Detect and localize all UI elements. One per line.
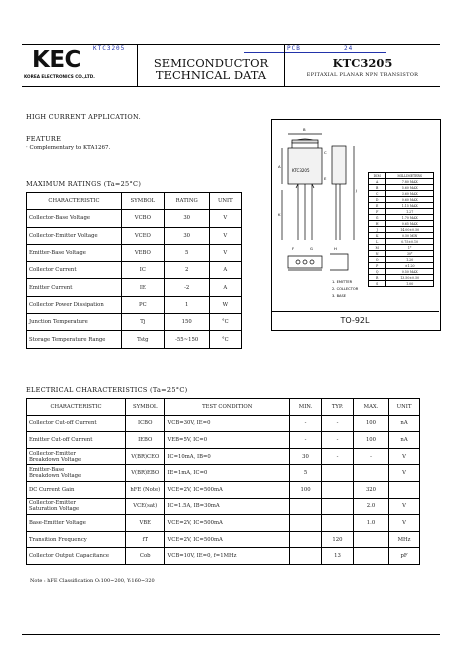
dimension-row [369,281,434,287]
cell-symbol: IE [121,279,164,296]
characteristic-line: Breakdown Voltage [29,456,82,463]
cell-min: 30 [290,448,322,465]
cell-symbol: Cob [126,548,165,565]
cell-max [353,465,388,482]
dim-letter: G [369,215,386,221]
application-heading: HIGH CURRENT APPLICATION. [26,113,141,121]
pin-2-label: 2. COLLECTOR [332,287,359,291]
cell-characteristic: Emitter-Base Voltage [27,244,122,261]
svg-text:F: F [292,246,295,251]
svg-text:B: B [303,127,306,132]
cell-typ [322,481,354,498]
cell-characteristic [27,432,126,449]
dim-letter: K [369,233,386,239]
dim-value: 0.65 MAX [386,221,434,227]
cell-test-condition: VCB=30V, IE=0 [165,415,290,432]
cell-unit [389,481,420,498]
cell-characteristic: Collector-Base Voltage [27,210,122,227]
cell-unit: V [209,244,241,261]
cell-typ [322,498,354,515]
characteristic-line: Collector Output Capacitance [29,553,109,560]
characteristic-line: Base-Emitter Voltage [29,519,86,526]
table-row [27,548,420,565]
svg-text:H: H [334,246,337,251]
dim-letter: M [369,245,386,251]
table-row [27,279,242,296]
feature-text: Complementary to KTA1267. [29,145,111,151]
dim-letter: Q [369,269,386,275]
table-row [27,515,420,532]
cell-typ: - [322,448,354,465]
title-semiconductor: SEMICONDUCTOR [153,56,269,70]
cell-unit: MHz [389,531,420,548]
package-name: TO-92L [271,311,439,330]
cell-unit: V [209,227,241,244]
col-typ: TYP. [322,399,354,416]
cell-max [353,531,388,548]
company-name: KOREA ELECTRONICS CO.,LTD. [24,74,95,79]
cell-test-condition: VCE=2V, IC=500mA [165,531,290,548]
table-row [27,262,242,279]
table-row [27,415,420,432]
dim-letter: C [369,191,386,197]
dim-value: 30° [386,251,434,257]
cell-unit: V [389,498,420,515]
page-title [138,57,284,81]
characteristic-line: Breakdown Voltage [29,473,82,480]
cell-test-condition: IC=1.5A, IB=30mA [165,498,290,515]
cell-symbol: hFE (Note) [126,481,165,498]
dim-letter: H [369,221,386,227]
dim-letter: R [369,275,386,281]
cell-max: 320 [353,481,388,498]
cell-rating: 1 [164,296,209,313]
cell-symbol: Tj [121,314,164,331]
pcb-label: PCB [287,45,301,52]
table-row [27,296,242,313]
dim-value: 7.80 MAX [386,179,434,185]
cell-test-condition: IE=1mA, IC=0 [165,465,290,482]
cell-typ: 120 [322,531,354,548]
blue-rule [244,52,386,53]
cell-unit: A [209,279,241,296]
table-row [27,465,420,482]
dim-value: 1.27 [386,209,434,215]
table-row [27,314,242,331]
dim-value: 14.00±0.50 [386,227,434,233]
cell-typ [322,465,354,482]
hfe-note: Note : hFE Classification O:100~200, Y:160~320 [30,578,155,584]
characteristic-line: Saturation Voltage [29,506,80,513]
cell-symbol: PC [121,296,164,313]
cell-symbol: VCEO [121,227,164,244]
cell-unit: W [209,296,241,313]
dim-letter: L [369,239,386,245]
cell-symbol: ICBO [126,415,165,432]
cell-typ [322,515,354,532]
footer-rule [22,634,440,635]
svg-text:J: J [356,188,358,193]
header-top-rule [22,44,440,45]
col-rating: RATING [164,193,209,210]
dim-letter: E [369,203,386,209]
table-row [27,210,242,227]
cell-symbol: VCBO [121,210,164,227]
header-bottom-rule [22,86,440,87]
dim-value: 0.60 MAX [386,197,434,203]
cell-test-condition: IC=10mA, IB=0 [165,448,290,465]
cell-characteristic [27,498,126,515]
cell-min [290,498,322,515]
svg-text:E: E [324,176,327,181]
table-row [27,244,242,261]
dim-value: 3.60 MAX [386,191,434,197]
cell-characteristic [27,415,126,432]
cell-unit: nA [389,432,420,449]
page-number: 24 [344,45,354,52]
cell-typ: 13 [322,548,354,565]
cell-unit: A [209,262,241,279]
cell-min: 5 [290,465,322,482]
cell-characteristic: Collector Current [27,262,122,279]
dimension-table [368,172,434,287]
cell-unit: V [389,465,420,482]
cell-characteristic [27,465,126,482]
cell-characteristic [27,481,126,498]
cell-max: 100 [353,432,388,449]
cell-characteristic: Collector-Emitter Voltage [27,227,122,244]
cell-characteristic: Emitter Current [27,279,122,296]
dim-value: 0.50 MAX [386,269,434,275]
dim-value: 1° [386,245,434,251]
svg-text:G: G [310,246,313,251]
characteristic-line: Emitter-Base [29,467,65,474]
characteristic-line: Emitter Cut-off Current [29,436,93,443]
dim-value: 0.50 MIN [386,233,434,239]
col-unit: UNIT [209,193,241,210]
cell-rating: 2 [164,262,209,279]
dimension-table-body [369,173,434,287]
cell-symbol: fT [126,531,165,548]
elec-heading: ELECTRICAL CHARACTERISTICS (Ta=25°C) [26,386,188,394]
cell-min: - [290,415,322,432]
max-ratings-table [26,192,242,349]
svg-text:C: C [324,150,327,155]
cell-characteristic [27,448,126,465]
table-row [27,481,420,498]
dim-value: 0.75±0.10 [386,239,434,245]
max-ratings-heading: MAXIMUM RATINGS (Ta=25°C) [26,180,142,188]
feature-item: · Complementary to KTA1267. [26,145,111,151]
cell-characteristic [27,531,126,548]
col-max: MAX. [353,399,388,416]
cell-rating: 30 [164,227,209,244]
cell-symbol: VCE(sat) [126,498,165,515]
cell-max: 100 [353,415,388,432]
cell-test-condition: VCE=2V, IC=500mA [165,515,290,532]
dim-letter: J [369,227,386,233]
cell-characteristic [27,548,126,565]
dim-value: 1.70 MAX [386,215,434,221]
cell-characteristic [27,515,126,532]
characteristic-line: DC Current Gain [29,486,75,493]
characteristic-line: Transition Frequency [29,536,87,543]
table-row [27,331,242,348]
company-logo: KEC [32,47,81,73]
elec-table [26,398,420,565]
cell-symbol: VEBO [121,244,164,261]
pin-1-label: 1. EMITTER [332,280,353,284]
col-symbol: SYMBOL [126,399,165,416]
dim-letter: F [369,209,386,215]
characteristic-line: Collector Cut-off Current [29,420,97,427]
cell-test-condition: VCE=2V, IC=500mA [165,481,290,498]
cell-test-condition: VEB=5V, IC=0 [165,432,290,449]
cell-characteristic: Junction Temperature [27,314,122,331]
table-row [27,432,420,449]
cell-unit: °C [209,314,241,331]
table-row [27,448,420,465]
col-min: MIN. [290,399,322,416]
characteristic-line: Collector-Emitter [29,500,76,507]
cell-max [353,548,388,565]
cell-max: 2.0 [353,498,388,515]
dim-value: 1.20 [386,257,434,263]
cell-symbol: V(BR)CEO [126,448,165,465]
cell-min [290,548,322,565]
cell-min: - [290,432,322,449]
dim-letter: P [369,263,386,269]
dim-value: 13.50±0.50 [386,275,434,281]
cell-symbol: Tstg [121,331,164,348]
cell-unit: V [209,210,241,227]
elec-table-body [27,415,420,564]
svg-text:A: A [278,164,281,169]
cell-unit: pF [389,548,420,565]
dim-value: 1.00 [386,281,434,287]
col-test-condition: TEST CONDITION [165,399,290,416]
cell-max: 1.0 [353,515,388,532]
cell-rating: 150 [164,314,209,331]
cell-symbol: VBE [126,515,165,532]
feature-heading: FEATURE [26,135,62,143]
col-symbol: SYMBOL [121,193,164,210]
col-characteristic: CHARACTERISTIC [27,193,122,210]
cell-rating: 5 [164,244,209,261]
table-header-row [27,399,420,416]
cell-symbol: IEBO [126,432,165,449]
doc-id: KTC3205 [93,45,126,52]
svg-text:K: K [278,212,281,217]
table-row [27,227,242,244]
table-header-row [27,193,242,210]
pin-3-label: 3. BASE [332,294,347,298]
part-description: EPITAXIAL PLANAR NPN TRANSISTOR [306,72,419,78]
cell-characteristic: Storage Temperature Range [27,331,122,348]
dim-col-label: DIM [369,173,386,179]
cell-unit: V [389,448,420,465]
title-technical-data: TECHNICAL DATA [155,68,267,82]
dim-letter: B [369,185,386,191]
cell-test-condition: VCB=10V, IE=0, f=1MHz [165,548,290,565]
characteristic-line: Collector-Emitter [29,450,76,457]
dim-letter: D [369,197,386,203]
cell-unit: V [389,515,420,532]
dim-letter: A [369,179,386,185]
cell-unit: nA [389,415,420,432]
table-row [27,498,420,515]
cell-typ: - [322,415,354,432]
cell-min [290,531,322,548]
dim-value: 1.15 MAX [386,203,434,209]
dim-letter: S [369,281,386,287]
col-characteristic: CHARACTERISTIC [27,399,126,416]
cell-min: 100 [290,481,322,498]
cell-unit: °C [209,331,241,348]
cell-min [290,515,322,532]
cell-characteristic: Collector Power Dissipation [27,296,122,313]
cell-max: - [353,448,388,465]
cell-rating: -2 [164,279,209,296]
part-number: KTC3205 [332,56,393,70]
package-marking: KTC3205 [292,168,310,173]
dim-letter: N [369,251,386,257]
cell-typ: - [322,432,354,449]
dim-value: ±1.20 [386,263,434,269]
dim-value: 5.60 MAX [386,185,434,191]
cell-rating: 30 [164,210,209,227]
col-unit: UNIT [389,399,420,416]
table-row [27,531,420,548]
cell-symbol: V(BR)EBO [126,465,165,482]
cell-rating: -55~150 [164,331,209,348]
cell-symbol: IC [121,262,164,279]
dim-col-value: MILLIMETERS [386,173,434,179]
dim-letter: O [369,257,386,263]
